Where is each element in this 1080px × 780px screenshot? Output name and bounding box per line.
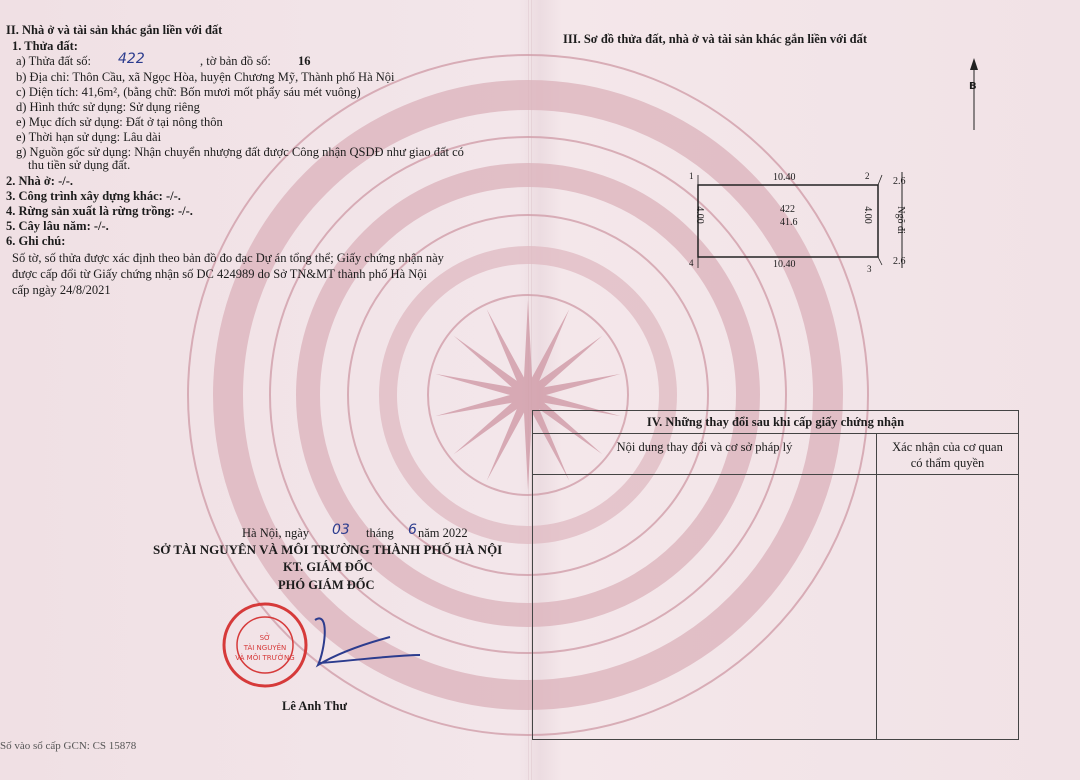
note-line-1: Số tờ, số thửa được xác định theo bản đồ đo đạc Dự án tổng thể; Giấy chứng nhận này (12, 251, 444, 265)
changes-column-header: Nội dung thay đổi và cơ sở pháp lý (533, 433, 876, 475)
use-form: d) Hình thức sử dụng: Sử dụng riêng (16, 100, 200, 114)
svg-text:VÀ MÔI TRƯỜNG: VÀ MÔI TRƯỜNG (235, 654, 295, 662)
area: c) Diện tích: 41,6m², (bằng chữ: Bốn mươi mốt phẩy sáu mét vuông) (16, 85, 361, 99)
date-prefix: Hà Nội, ngày (242, 526, 309, 540)
use-term: e) Thời hạn sử dụng: Lâu dài (16, 130, 162, 144)
notes-label: 6. Ghi chú: (6, 234, 66, 248)
parcel-number-diagram: 422 (780, 204, 795, 215)
forest-item: 4. Rừng sản xuất là rừng trồng: -/-. (6, 204, 193, 218)
kt-director: KT. GIÁM ĐỐC (283, 560, 373, 574)
date-month: 6 (408, 522, 417, 538)
date-month-label: tháng (366, 526, 394, 540)
use-purpose: e) Mục đích sử dụng: Đất ở tại nông thôn (16, 115, 223, 129)
north-label: B (969, 81, 977, 92)
svg-text:SỞ: SỞ (259, 634, 271, 642)
point-3: 3 (867, 264, 872, 274)
left-length: 4.00 (693, 206, 705, 224)
date-year: năm 2022 (418, 526, 468, 540)
date-day: 03 (332, 522, 350, 538)
registry-number: Số vào sổ cấp GCN: CS 15878 (0, 740, 137, 752)
issuing-authority: SỞ TÀI NGUYÊN VÀ MÔI TRƯỜNG THÀNH PHỐ HÀ NỘI (153, 542, 503, 557)
road-label: Ngõ đi (894, 206, 906, 234)
signer-name: Lê Anh Thư (282, 699, 347, 713)
land-parcel-label: 1. Thửa đất: (12, 39, 78, 53)
map-sheet-value: 16 (298, 54, 311, 68)
section-2-heading: II. Nhà ở và tài sản khác gắn liền với đất (6, 23, 223, 37)
changes-table (532, 410, 1019, 740)
use-origin: g) Nguồn gốc sử dụng: Nhận chuyển nhượng đất được Công nhận QSDĐ như giao đất có (16, 145, 464, 159)
bottom-length: 10.40 (773, 259, 796, 270)
section-3-heading: III. Sơ đồ thửa đất, nhà ở và tài sản khác gắn liền với đất (563, 32, 868, 46)
parcel-number-value: 422 (118, 51, 145, 67)
confirmation-header-line-2: có thẩm quyền (910, 456, 985, 470)
right-length: 4.00 (861, 206, 873, 224)
point-1: 1 (689, 171, 694, 181)
confirmation-header-line-1: Xác nhận của cơ quan (892, 440, 1003, 454)
road-width-bottom: 2.6 (893, 256, 906, 267)
column-divider (876, 475, 877, 739)
confirmation-column-header (876, 433, 1018, 475)
parcel-number-label: a) Thửa đất số: (16, 54, 91, 68)
parcel-area-diagram: 41.6 (780, 217, 798, 228)
top-length: 10.40 (773, 172, 796, 183)
north-arrow-icon (970, 58, 978, 70)
use-origin-cont: thu tiền sử dụng đất. (28, 158, 131, 172)
point-2: 2 (865, 171, 870, 181)
road-width-top: 2.6 (893, 176, 906, 187)
construction-item: 3. Công trình xây dựng khác: -/-. (6, 189, 181, 203)
point-4: 4 (689, 258, 694, 268)
house-item: 2. Nhà ở: -/-. (6, 174, 73, 188)
note-line-2: được cấp đổi từ Giấy chứng nhận số DC 424989 do Sở TN&MT thành phố Hà Nội (12, 267, 427, 281)
svg-text:TÀI NGUYÊN: TÀI NGUYÊN (243, 644, 287, 652)
map-sheet-label: , tờ bản đồ số: (200, 54, 271, 68)
section-4-heading: IV. Những thay đổi sau khi cấp giấy chứng nhận (533, 411, 1018, 434)
note-line-3: cấp ngày 24/8/2021 (12, 283, 111, 297)
deputy-director: PHÓ GIÁM ĐỐC (278, 578, 375, 592)
address: b) Địa chỉ: Thôn Cầu, xã Ngọc Hòa, huyện Chương Mỹ, Thành phố Hà Nội (16, 70, 395, 84)
perennial-item: 5. Cây lâu năm: -/-. (6, 219, 109, 233)
